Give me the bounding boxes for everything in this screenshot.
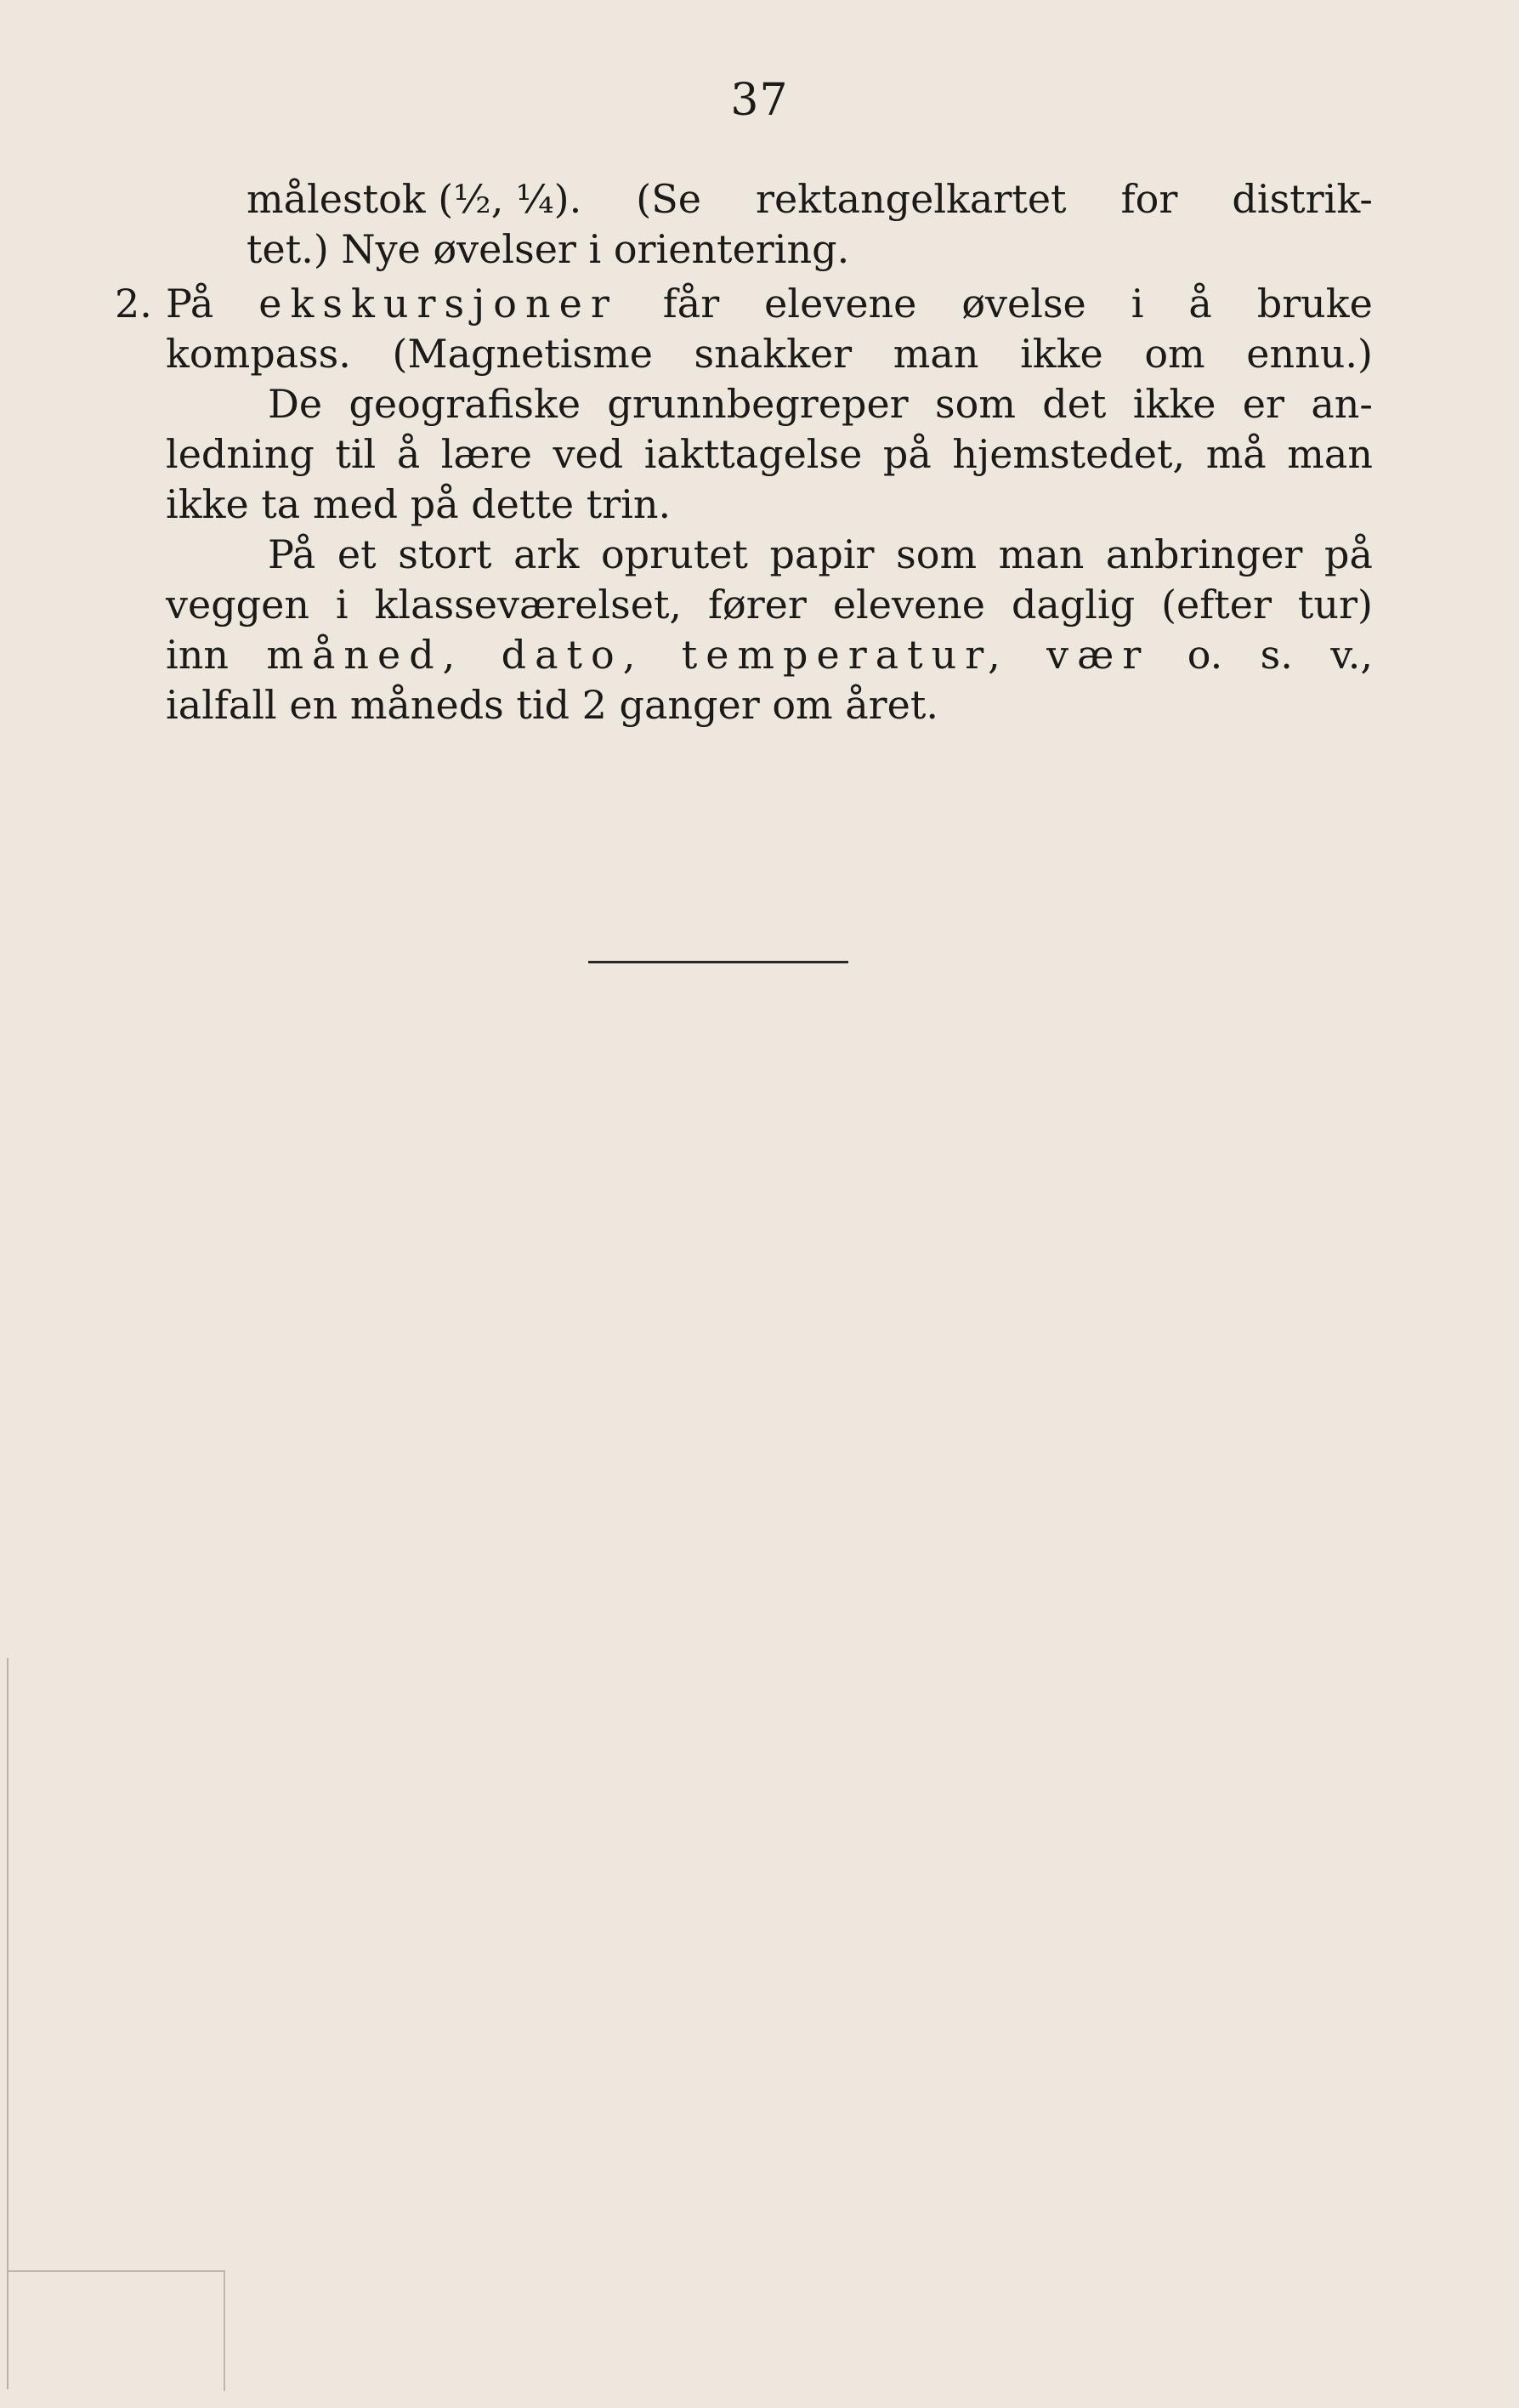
word: På <box>166 281 214 327</box>
word: man <box>998 531 1085 577</box>
word: kompass. <box>166 331 351 377</box>
word: snakker <box>694 331 853 377</box>
word: De <box>268 381 323 427</box>
word: oprutet <box>600 531 748 577</box>
word: er <box>1242 381 1284 427</box>
word: (Se <box>636 176 701 222</box>
text-line <box>166 429 1373 480</box>
scan-corner-box <box>7 2270 225 2391</box>
text-line <box>166 224 1373 275</box>
word: til <box>335 431 377 477</box>
text-line <box>166 379 1373 429</box>
word: lære <box>440 431 532 477</box>
word: ikke <box>1020 331 1103 377</box>
word: tur) <box>1297 582 1373 628</box>
word: i <box>1131 281 1144 327</box>
text-line <box>166 329 1373 379</box>
spaced-word: dato, <box>501 632 644 678</box>
spaced-word: ekskursjoner <box>258 281 618 327</box>
word: stort <box>398 531 492 577</box>
word: ved <box>553 431 624 477</box>
text-line <box>166 630 1373 680</box>
word: grunnbegreper <box>607 381 909 427</box>
word: veggen <box>166 582 309 628</box>
word: o. <box>1187 632 1223 678</box>
word: man <box>893 331 979 377</box>
word: iakttagelse <box>643 431 863 477</box>
page-number: 37 <box>730 75 789 126</box>
word: ark <box>513 531 580 577</box>
word: må <box>1205 431 1267 477</box>
word: elevene <box>764 281 917 327</box>
word: papir <box>769 531 875 577</box>
word: ikke <box>1132 381 1216 427</box>
word: distrik- <box>1232 176 1373 222</box>
word: fører <box>707 582 807 628</box>
body-text <box>115 174 1373 730</box>
text-line <box>166 530 1373 580</box>
word: anbringer <box>1105 531 1303 577</box>
word: s. <box>1260 632 1293 678</box>
word: hjemstedet, <box>952 431 1186 477</box>
word: på <box>882 431 932 477</box>
word: øvelse <box>961 281 1086 327</box>
word: et <box>337 531 377 577</box>
section-divider <box>588 961 848 963</box>
word: rektangelkartet <box>756 176 1067 222</box>
word: På <box>268 531 316 577</box>
word: klasseværelset, <box>374 582 683 628</box>
word: å <box>396 431 421 477</box>
text-line <box>166 480 1373 530</box>
word: om <box>1144 331 1205 377</box>
word: daglig <box>1011 582 1136 628</box>
spaced-word: måned, <box>266 632 464 678</box>
spaced-word: vær <box>1046 632 1150 678</box>
word: å <box>1188 281 1212 327</box>
word: for <box>1120 176 1178 222</box>
word: bruke <box>1256 281 1373 327</box>
text-line-item-2 <box>115 279 1373 329</box>
word: i <box>335 582 349 628</box>
word: det <box>1042 381 1107 427</box>
word: ennu.) <box>1246 331 1373 377</box>
word: (Magnetisme <box>392 331 653 377</box>
word: inn <box>166 632 229 678</box>
text-line <box>166 174 1373 224</box>
item-number: 2. <box>115 281 152 327</box>
word: geografiske <box>349 381 581 427</box>
word: målestok (½, ¼). <box>247 176 582 222</box>
word: får <box>662 281 720 327</box>
word: ledning <box>166 431 315 477</box>
word: elevene <box>832 582 986 628</box>
text-line <box>166 680 1373 730</box>
line-text: ikke ta med på dette trin. <box>166 481 672 527</box>
text-line <box>166 580 1373 630</box>
word: som <box>935 381 1016 427</box>
word: på <box>1324 531 1373 577</box>
line-text: ialfall en måneds tid 2 ganger om året. <box>166 682 938 728</box>
word: an- <box>1311 381 1373 427</box>
word: man <box>1287 431 1373 477</box>
spaced-word: temperatur, <box>681 632 1009 678</box>
line-text: tet.) Nye øvelser i orientering. <box>247 226 850 272</box>
word: som <box>896 531 978 577</box>
word: (efter <box>1161 582 1272 628</box>
word: v., <box>1330 632 1373 678</box>
